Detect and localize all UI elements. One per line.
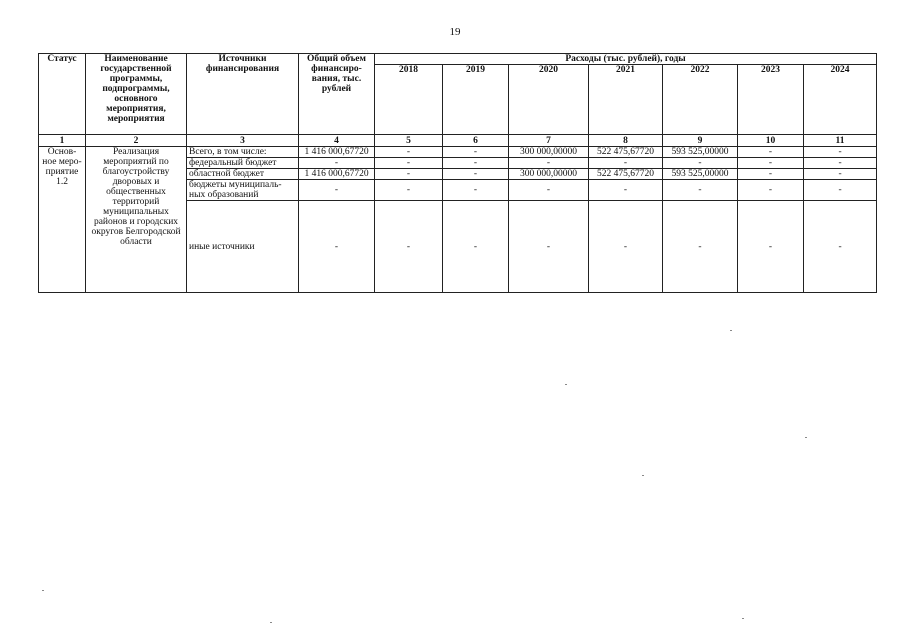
scan-speck xyxy=(730,330,732,331)
column-number: 6 xyxy=(443,135,509,147)
value-cell: 522 475,67720 xyxy=(589,169,663,180)
header-name: Наименование государственной программы, подпрограммы, основного мероприятия, мероприятия xyxy=(86,54,187,135)
page-number: 19 xyxy=(449,26,461,38)
total-cell: 1 416 000,67720 xyxy=(299,147,375,158)
header-year: 2020 xyxy=(509,65,589,135)
value-cell: - xyxy=(738,169,804,180)
scan-speck xyxy=(805,437,807,438)
value-cell: - xyxy=(663,201,738,293)
total-cell: - xyxy=(299,201,375,293)
value-cell: - xyxy=(738,147,804,158)
value-cell: - xyxy=(509,180,589,201)
total-cell: - xyxy=(299,158,375,169)
header-expenses-group: Расходы (тыс. рублей), годы xyxy=(375,54,877,65)
value-cell: - xyxy=(589,158,663,169)
table-row xyxy=(39,147,877,158)
value-cell: - xyxy=(375,158,443,169)
column-number: 8 xyxy=(589,135,663,147)
column-number: 5 xyxy=(375,135,443,147)
value-cell: - xyxy=(443,158,509,169)
header-year: 2018 xyxy=(375,65,443,135)
column-number: 4 xyxy=(299,135,375,147)
value-cell: - xyxy=(375,201,443,293)
scan-speck xyxy=(642,475,644,476)
value-cell: - xyxy=(509,201,589,293)
value-cell: - xyxy=(804,180,877,201)
value-cell: 300 000,00000 xyxy=(509,147,589,158)
source-cell: иные источники xyxy=(187,201,299,293)
header-total: Общий объем финансиро-вания, тыс. рублей xyxy=(299,54,375,135)
status-cell: Основ-ное меро-приятие 1.2 xyxy=(39,147,86,293)
value-cell: - xyxy=(509,158,589,169)
header-year: 2024 xyxy=(804,65,877,135)
value-cell: - xyxy=(804,158,877,169)
value-cell: 593 525,00000 xyxy=(663,147,738,158)
value-cell: - xyxy=(804,147,877,158)
column-number: 11 xyxy=(804,135,877,147)
value-cell: - xyxy=(738,180,804,201)
value-cell: - xyxy=(375,180,443,201)
column-number: 3 xyxy=(187,135,299,147)
value-cell: - xyxy=(443,201,509,293)
value-cell: 593 525,00000 xyxy=(663,169,738,180)
header-year: 2022 xyxy=(663,65,738,135)
header-status: Статус xyxy=(39,54,86,135)
column-number: 1 xyxy=(39,135,86,147)
source-cell: областной бюджет xyxy=(187,169,299,180)
scan-speck xyxy=(42,590,44,591)
value-cell: - xyxy=(443,169,509,180)
value-cell: - xyxy=(738,201,804,293)
budget-table xyxy=(38,53,877,293)
activity-name-cell: Реализация мероприятий по благоустройству дворовых и общественных территорий муниципальных районов и городских округов Белгородской области xyxy=(86,147,187,293)
scan-speck xyxy=(270,622,272,623)
scan-speck xyxy=(742,618,744,619)
column-number: 9 xyxy=(663,135,738,147)
value-cell: - xyxy=(589,180,663,201)
value-cell: - xyxy=(804,201,877,293)
column-number: 7 xyxy=(509,135,589,147)
column-number: 10 xyxy=(738,135,804,147)
value-cell: - xyxy=(804,169,877,180)
value-cell: 300 000,00000 xyxy=(509,169,589,180)
value-cell: - xyxy=(375,169,443,180)
value-cell: - xyxy=(663,158,738,169)
source-cell: Всего, в том числе: xyxy=(187,147,299,158)
value-cell: - xyxy=(375,147,443,158)
value-cell: - xyxy=(738,158,804,169)
value-cell: 522 475,67720 xyxy=(589,147,663,158)
column-number: 2 xyxy=(86,135,187,147)
header-year: 2019 xyxy=(443,65,509,135)
value-cell: - xyxy=(443,180,509,201)
total-cell: - xyxy=(299,180,375,201)
value-cell: - xyxy=(663,180,738,201)
value-cell: - xyxy=(589,201,663,293)
total-cell: 1 416 000,67720 xyxy=(299,169,375,180)
scan-speck xyxy=(565,384,567,385)
source-cell: бюджеты муниципаль-ных образований xyxy=(187,180,299,201)
value-cell: - xyxy=(443,147,509,158)
header-sources: Источники финансирования xyxy=(187,54,299,135)
header-year: 2023 xyxy=(738,65,804,135)
source-cell: федеральный бюджет xyxy=(187,158,299,169)
header-year: 2021 xyxy=(589,65,663,135)
